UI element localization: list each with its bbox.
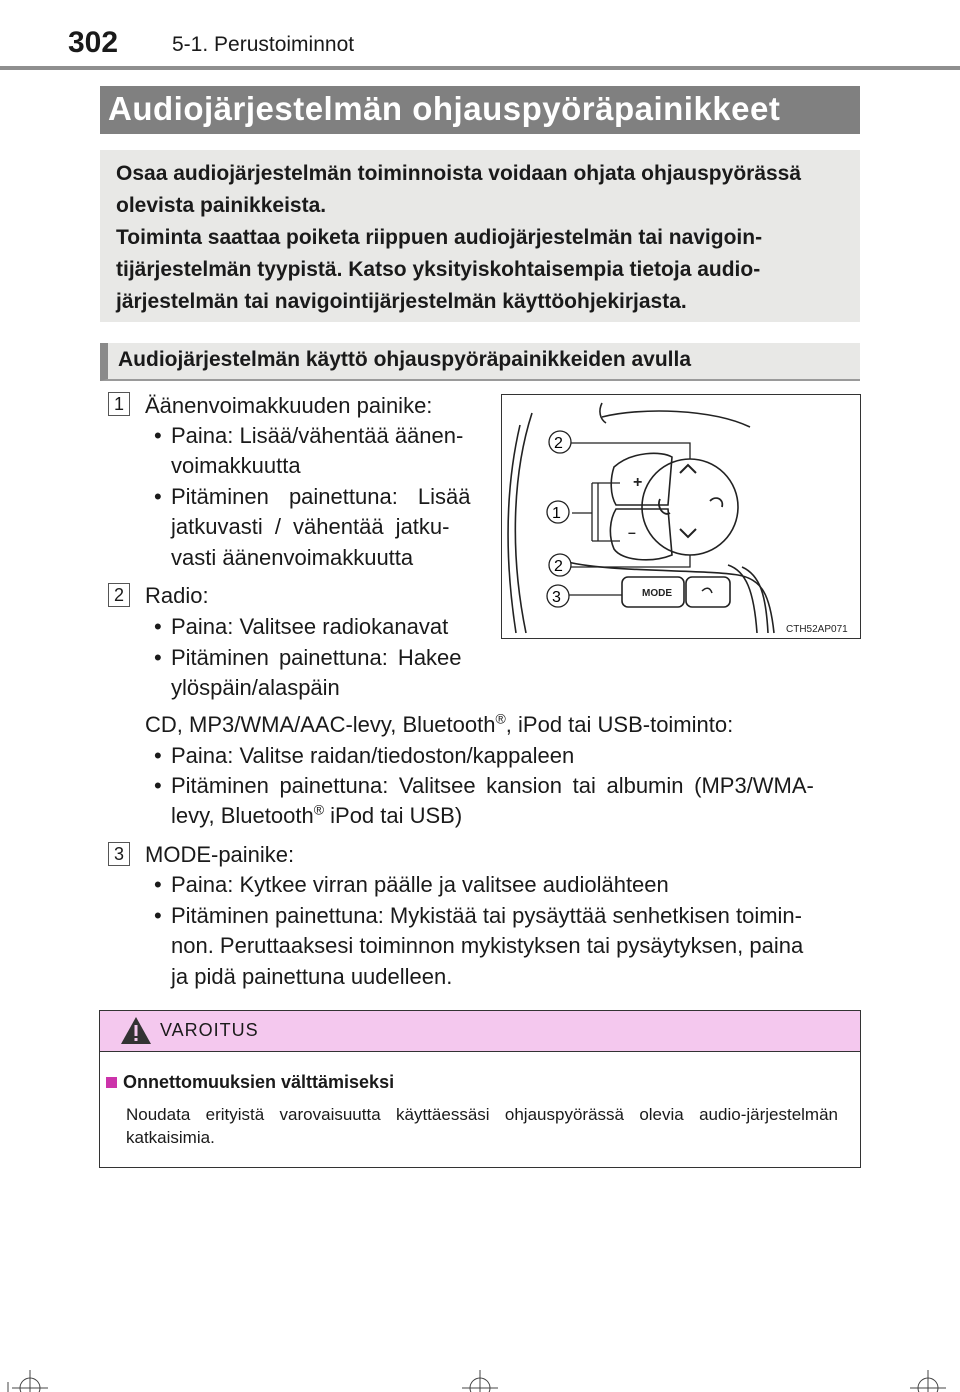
callout-2-top: 2 <box>554 435 563 452</box>
crop-marks <box>0 1350 960 1392</box>
callout-3: 3 <box>552 589 561 606</box>
bullet-line: • Paina: Lisää/vähentää äänen- <box>171 423 463 449</box>
registered-mark: ® <box>495 710 506 727</box>
bullet-cont: jatkuvasti / vähentää jatku- <box>171 514 450 539</box>
page-number: 302 <box>68 26 119 59</box>
subheading <box>100 343 860 381</box>
registered-mark: ® <box>313 801 325 818</box>
item-number-1: 1 <box>108 392 130 416</box>
bullet-cont: ylöspäin/alaspäin <box>171 675 340 700</box>
figure-code: CTH52AP071 <box>786 624 848 635</box>
warning-triangle-icon <box>120 1016 152 1045</box>
section-reference: 5-1. Perustoiminnot <box>172 33 355 56</box>
warning-title: Onnettomuuksien välttämiseksi <box>106 1072 394 1093</box>
item-heading-radio: Radio: <box>145 583 209 608</box>
page-title: Audiojärjestelmän ohjauspyöräpainikkeet <box>108 90 781 127</box>
intro-line: Toiminta saattaa poiketa riippuen audiojärjestelmän tai navigoin- <box>116 226 763 249</box>
bullet-line: • Pitäminen painettuna: Valitsee kansion tai albumin (MP3/WMA- <box>171 773 814 799</box>
callout-circles <box>547 431 571 607</box>
media-heading: CD, MP3/WMA/AAC-levy, Bluetooth®, iPod tai USB-toiminto: <box>145 710 734 737</box>
bullet-cont: vasti äänenvoimakkuutta <box>171 545 414 570</box>
item-heading-volume: Äänenvoimakkuuden painike: <box>145 393 433 418</box>
warning-label: VAROITUS <box>160 1020 259 1040</box>
warning-text: Noudata erityistä varovaisuutta käyttäessäsi ohjauspyörässä olevia audio-järjestelmän katkaisimia. <box>126 1105 838 1147</box>
intro-line: tijärjestelmän tyypistä. Katso yksityiskohtaisempia tietoja audio- <box>116 258 761 281</box>
bullet-line: • Pitäminen painettuna: Mykistää tai pysäyttää senhetkisen toimin- <box>171 903 802 929</box>
callout-1: 1 <box>552 505 561 522</box>
steering-switch-figure <box>501 394 861 639</box>
callout-2-bottom: 2 <box>554 558 563 575</box>
bullet-cont: non. Peruttaaksesi toiminnon mykistyksen tai pysäytyksen, paina <box>171 933 804 958</box>
intro-box <box>100 150 860 322</box>
intro-line: Osaa audiojärjestelmän toiminnoista voidaan ohjata ohjauspyörässä <box>116 162 802 185</box>
bullet-line: • Paina: Valitsee radiokanavat <box>171 614 448 640</box>
bullet-cont: voimakkuutta <box>171 453 301 478</box>
warning-square-icon <box>106 1077 117 1088</box>
title-bar <box>100 86 860 134</box>
bullet-line: • Paina: Kytkee virran päälle ja valitsee audiolähteen <box>171 872 669 898</box>
steering-switch-illustration <box>502 395 859 637</box>
bullet-cont: ja pidä painettuna uudelleen. <box>171 964 453 989</box>
bullet-cont: levy, Bluetooth® iPod tai USB) <box>171 801 463 828</box>
bullet-line: • Pitäminen painettuna: Lisää <box>171 484 471 510</box>
intro-line: järjestelmän tai navigointijärjestelmän käyttöohjekirjasta. <box>116 290 687 313</box>
warning-box <box>99 1010 861 1168</box>
header-rule <box>0 66 960 70</box>
bullet-line: • Pitäminen painettuna: Hakee <box>171 645 462 671</box>
bullet-line: • Paina: Valitse raidan/tiedoston/kappaleen <box>171 743 574 769</box>
plus-label: + <box>633 474 643 491</box>
item-heading-mode: MODE-painike: <box>145 842 295 867</box>
item-number-3: 3 <box>108 842 130 866</box>
warning-header <box>100 1011 860 1052</box>
subheading-text: Audiojärjestelmän käyttö ohjauspyöräpainikkeiden avulla <box>118 348 692 371</box>
mode-label: MODE <box>642 588 672 599</box>
item-number-2: 2 <box>108 583 130 607</box>
intro-line: olevista painikkeista. <box>116 194 327 217</box>
minus-label: – <box>628 524 636 540</box>
